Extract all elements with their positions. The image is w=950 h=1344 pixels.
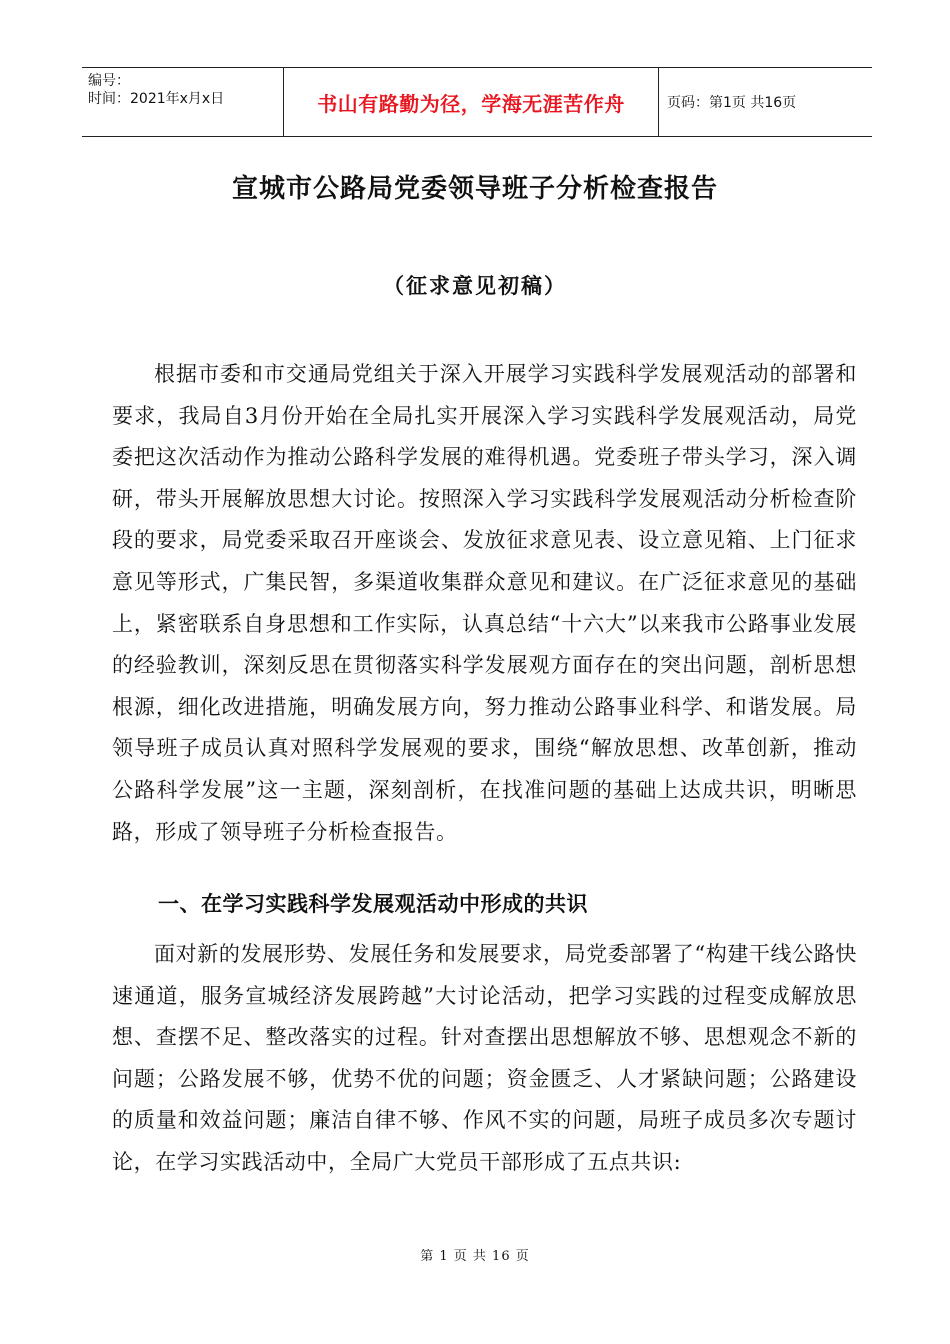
paragraph-text: 根据市委和市交通局党组关于深入开展学习实践科学发展观活动的部署和要求，我局自3月份开始在全局扎实开展深入学习实践科学发展观活动，局党委把这次活动作为推动公路科学发展的难得机遇。党委班子带头学习，深入调研，带头开展解放思想大讨论。按照深入学习实践科学发展观活动分析检查阶段的要求，局党委采取召开座谈会、发放征求意见表、设立意见箱、上门征求意见等形式，广集民智，多渠道收集群众意见和建议。在广泛征求意见的基础上，紧密联系自身思想和工作实际，认真总结“十六大”以来我市公路事业发展的经验教训，深刻反思在贯彻落实科学发展观方面存在的突出问题，剖析思想根源，细化改进措施，明确发展方向，努力推动公路事业科学、和谐发展。局领导班子成员认真对照科学发展观的要求，围绕“解放思想、改革创新，推动公路科学发展”这一主题，深刻剖析，在找准问题的基础上达成共识，明晰思路，形成了领导班子分析检查报告。 xyxy=(112,362,857,844)
page-footer: 第 1 页 共 16 页 xyxy=(420,1249,530,1264)
header-meta xyxy=(82,68,284,136)
time-label: 时间：2021年x月x日 xyxy=(88,91,225,107)
document-subtitle: （征求意见初稿） xyxy=(383,274,567,298)
document-header xyxy=(82,67,872,137)
body-paragraph-1 xyxy=(112,354,857,853)
document-title: 宣城市公路局党委领导班子分析检查报告 xyxy=(231,174,718,204)
paragraph-text: 面对新的发展形势、发展任务和发展要求，局党委部署了“构建干线公路快速通道，服务宣城经济发展跨越”大讨论活动，把学习实践的过程变成解放思想、查摆不足、整改落实的过程。针对查摆出思想解放不够、思想观念不新的问题；公路发展不够，优势不优的问题；资金匮乏、人才紧缺问题；公路建设的质量和效益问题；廉洁自律不够、作风不实的问题，局班子成员多次专题讨论，在学习实践活动中，全局广大党员干部形成了五点共识: xyxy=(112,942,857,1174)
body-paragraph-2 xyxy=(112,934,857,1184)
section-heading-1: 一、在学习实践科学发展观活动中形成的共识 xyxy=(158,892,588,916)
header-page-info: 页码：第1页 共16页 xyxy=(667,95,797,111)
number-label: 编号： xyxy=(88,73,130,89)
header-motto: 书山有路勤为径，学海无涯苦作舟 xyxy=(284,68,659,136)
